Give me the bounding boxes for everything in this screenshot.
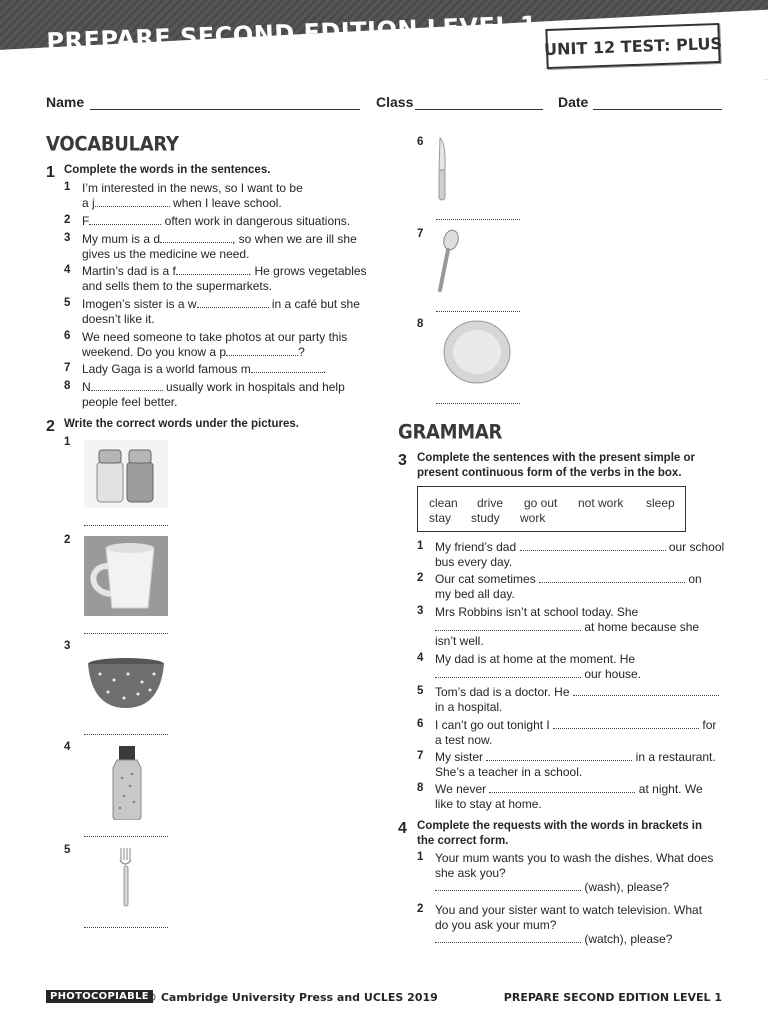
item-text: We need someone to take photos at our party this	[82, 330, 348, 344]
item-text: doesn’t like it.	[82, 311, 155, 326]
exercise-item	[435, 572, 735, 601]
item-line	[435, 718, 735, 733]
verb: work	[520, 511, 546, 525]
item-text: a j	[82, 195, 95, 210]
exercise-number: 2	[46, 418, 55, 435]
instruction-line: present continuous form of the verbs in the box.	[417, 467, 682, 479]
answer-blank[interactable]	[160, 232, 232, 243]
item-number: 7	[417, 750, 424, 762]
item-text: Our cat sometimes	[435, 572, 540, 586]
item-text: Martin’s dad is a f	[82, 264, 176, 278]
date-field[interactable]	[593, 109, 722, 110]
exercise-item	[435, 903, 735, 947]
item-number: 5	[64, 297, 71, 309]
item-text: my bed all day.	[435, 586, 515, 601]
item-line	[435, 652, 735, 667]
mug-icon	[84, 536, 168, 616]
class-field[interactable]	[415, 109, 543, 110]
instruction-line: the correct form.	[417, 835, 509, 847]
answer-blank[interactable]	[435, 932, 581, 943]
item-line	[82, 362, 382, 377]
verb: not work	[578, 496, 624, 510]
item-number: 6	[64, 330, 71, 342]
grammar-title: GRAMMAR	[398, 420, 503, 445]
vocabulary-title: VOCABULARY	[46, 132, 179, 157]
page-footer	[46, 990, 722, 1008]
student-info-row	[46, 94, 722, 114]
item-text: F	[82, 214, 90, 228]
item-number: 5	[417, 685, 424, 697]
item-number: 8	[417, 782, 424, 794]
item-text: My dad is at home at the moment. He	[435, 652, 636, 666]
salt-and-pepper-icon	[84, 440, 168, 508]
item-line	[435, 685, 735, 700]
plate-icon	[440, 318, 514, 386]
item-text: Lady Gaga is a world famous m	[82, 362, 251, 376]
item-line	[435, 866, 735, 881]
answer-blank[interactable]	[539, 572, 685, 583]
answer-blank[interactable]	[435, 667, 581, 678]
exercise-item	[435, 685, 735, 714]
item-text: for	[699, 718, 717, 732]
item-line	[435, 918, 735, 933]
item-line	[435, 555, 735, 570]
item-text: bus every day.	[435, 554, 513, 569]
item-line	[435, 765, 735, 780]
item-text: (wash), please?	[581, 880, 670, 894]
page-title: PREPARE SECOND EDITION LEVEL 1	[46, 10, 538, 56]
item-line	[82, 395, 382, 410]
item-text: I’m interested in the news, so I want to be	[82, 181, 303, 195]
answer-line[interactable]	[84, 525, 168, 526]
exercise-item	[435, 851, 735, 895]
item-line	[435, 620, 735, 635]
answer-line[interactable]	[84, 734, 168, 735]
answer-line[interactable]	[436, 311, 520, 312]
exercise-item	[435, 782, 735, 811]
item-number: 2	[417, 903, 424, 915]
exercise-item	[435, 605, 735, 649]
item-line	[82, 247, 382, 262]
item-line	[435, 932, 735, 947]
item-text: We never	[435, 782, 490, 796]
item-text: . He grows vegetables	[247, 264, 367, 278]
item-text: our school	[665, 540, 725, 554]
item-text: gives us the medicine we need.	[82, 246, 250, 261]
item-number: 4	[64, 264, 71, 276]
item-number: 2	[417, 572, 424, 584]
item-text: You and your sister want to watch television. What	[435, 903, 703, 917]
item-text: Your mum wants you to wash the dishes. What does	[435, 851, 714, 865]
verb: study	[471, 511, 500, 525]
item-text: at home because she	[581, 619, 700, 634]
item-text: My sister	[435, 750, 487, 764]
bottle-icon	[104, 746, 150, 820]
item-text: .	[322, 362, 327, 376]
date-label: Date	[558, 94, 589, 110]
knife-icon	[432, 136, 452, 202]
item-line	[435, 750, 735, 765]
verb: sleep	[646, 496, 675, 510]
exercise-item	[435, 718, 735, 747]
item-line	[82, 380, 382, 395]
item-line	[435, 733, 735, 748]
answer-line[interactable]	[84, 836, 168, 837]
item-text: in a restaurant.	[632, 750, 716, 764]
item-text: do you ask your mum?	[435, 917, 557, 932]
item-text: our house.	[581, 666, 642, 681]
exercise-item	[82, 297, 382, 326]
spoon-icon	[432, 228, 462, 294]
answer-line[interactable]	[84, 927, 168, 928]
picture-number: 3	[64, 640, 71, 652]
item-line	[435, 667, 735, 682]
item-number: 8	[64, 380, 71, 392]
answer-blank[interactable]	[91, 380, 163, 391]
verb: drive	[477, 496, 504, 510]
copyright: © Cambridge University Press and UCLES 2019	[146, 991, 438, 1004]
exercise-instruction	[417, 451, 695, 481]
exercise-number: 3	[398, 452, 407, 469]
exercise-item	[435, 540, 735, 569]
picture-number: 4	[64, 741, 71, 753]
answer-line[interactable]	[84, 633, 168, 634]
item-line	[435, 851, 735, 866]
item-number: 3	[64, 232, 71, 244]
verb: go out	[524, 496, 558, 510]
item-text: a test now.	[435, 732, 493, 747]
item-line	[82, 345, 382, 360]
answer-blank[interactable]	[435, 880, 581, 891]
item-text: people feel better.	[82, 394, 178, 409]
verb: stay	[429, 511, 452, 525]
answer-blank[interactable]	[573, 685, 719, 696]
item-text: and sells them to the supermarkets.	[82, 278, 273, 293]
answer-blank[interactable]	[176, 264, 248, 275]
exercise-instruction: Write the correct words under the pictures.	[64, 418, 299, 430]
item-number: 6	[417, 718, 424, 730]
answer-blank[interactable]	[95, 196, 170, 207]
item-text: like to stay at home.	[435, 796, 542, 811]
picture-number: 7	[417, 228, 424, 240]
answer-blank[interactable]	[197, 297, 269, 308]
item-text: when I leave school.	[169, 195, 282, 210]
item-line	[82, 181, 382, 196]
answer-blank[interactable]	[489, 782, 635, 793]
exercise-item	[82, 181, 382, 210]
exercise-item	[435, 652, 735, 681]
answer-blank[interactable]	[486, 750, 632, 761]
item-text: isn’t well.	[435, 634, 484, 648]
item-text: on	[685, 572, 702, 586]
item-text: often work in dangerous situations.	[161, 214, 351, 228]
item-text: N	[82, 380, 91, 394]
item-line	[435, 700, 735, 715]
bowl-icon	[84, 654, 168, 714]
photocopiable-badge: PHOTOCOPIABLE	[46, 990, 153, 1003]
item-line	[82, 279, 382, 294]
footer-title: PREPARE SECOND EDITION LEVEL 1	[503, 991, 722, 1004]
item-number: 1	[64, 181, 71, 193]
item-line	[82, 330, 382, 345]
answer-blank[interactable]	[553, 718, 699, 729]
item-text: She’s a teacher in a school.	[435, 764, 583, 779]
item-number: 7	[64, 362, 71, 374]
item-text: ?	[298, 344, 305, 359]
item-text: My friend’s dad	[435, 540, 520, 554]
item-text: (watch), please?	[581, 932, 673, 946]
exercise-item	[435, 750, 735, 779]
item-line	[435, 782, 735, 797]
item-line	[435, 587, 735, 602]
exercise-item	[82, 214, 382, 229]
item-text: Imogen’s sister is a w	[82, 297, 197, 311]
answer-blank[interactable]	[89, 214, 161, 225]
exercise-item	[82, 380, 382, 409]
item-text: usually work in hospitals and help	[162, 380, 345, 394]
picture-number: 1	[64, 436, 71, 448]
item-line	[435, 880, 735, 895]
answer-blank[interactable]	[251, 362, 323, 373]
item-text: she ask you?	[435, 865, 506, 880]
item-line	[435, 540, 735, 555]
item-line	[435, 903, 735, 918]
item-line	[82, 232, 382, 247]
exercise-number: 4	[398, 820, 407, 837]
item-line	[82, 264, 382, 279]
answer-blank[interactable]	[226, 345, 298, 356]
item-text: My mum is a d	[82, 232, 161, 246]
item-line	[82, 297, 382, 312]
item-text: in a café but she	[268, 297, 360, 311]
exercise-number: 1	[46, 164, 55, 181]
item-line	[82, 196, 382, 211]
verb: clean	[429, 496, 458, 510]
name-label: Name	[46, 94, 85, 110]
item-text: Tom’s dad is a doctor. He	[435, 685, 573, 699]
item-number: 1	[417, 540, 424, 552]
item-line	[435, 634, 735, 649]
item-line	[82, 214, 382, 229]
answer-line[interactable]	[436, 403, 520, 404]
instruction-line: Complete the sentences with the present simple or	[417, 452, 695, 464]
instruction-line: Complete the requests with the words in brackets in	[417, 820, 703, 832]
answer-blank[interactable]	[435, 620, 581, 631]
item-number: 1	[417, 851, 424, 863]
exercise-item	[82, 362, 382, 377]
item-text: at night. We	[635, 782, 703, 796]
item-text: in a hospital.	[435, 699, 503, 714]
exercise-item	[82, 264, 382, 293]
exercise-item	[82, 330, 382, 359]
item-text: , so when we are ill she	[232, 232, 357, 246]
item-text: weekend. Do you know a p	[82, 344, 227, 359]
name-field[interactable]	[90, 109, 360, 110]
answer-line[interactable]	[436, 219, 520, 220]
picture-number: 2	[64, 534, 71, 546]
item-number: 3	[417, 605, 424, 617]
item-line	[435, 605, 735, 620]
item-line	[435, 572, 735, 587]
item-line	[82, 312, 382, 327]
exercise-instruction: Complete the words in the sentences.	[64, 164, 271, 176]
item-line	[435, 797, 735, 812]
verb-box	[417, 486, 686, 532]
exercise-item	[82, 232, 382, 261]
exercise-instruction	[417, 819, 702, 849]
fork-icon	[116, 846, 136, 910]
item-text: I can’t go out tonight I	[435, 718, 554, 732]
answer-blank[interactable]	[520, 540, 666, 551]
picture-number: 6	[417, 136, 424, 148]
picture-number: 8	[417, 318, 424, 330]
picture-number: 5	[64, 844, 71, 856]
unit-label: UNIT 12 TEST: PLUS	[545, 23, 720, 69]
item-number: 4	[417, 652, 424, 664]
class-label: Class	[376, 94, 414, 110]
item-text: Mrs Robbins isn’t at school today. She	[435, 605, 639, 619]
item-number: 2	[64, 214, 71, 226]
